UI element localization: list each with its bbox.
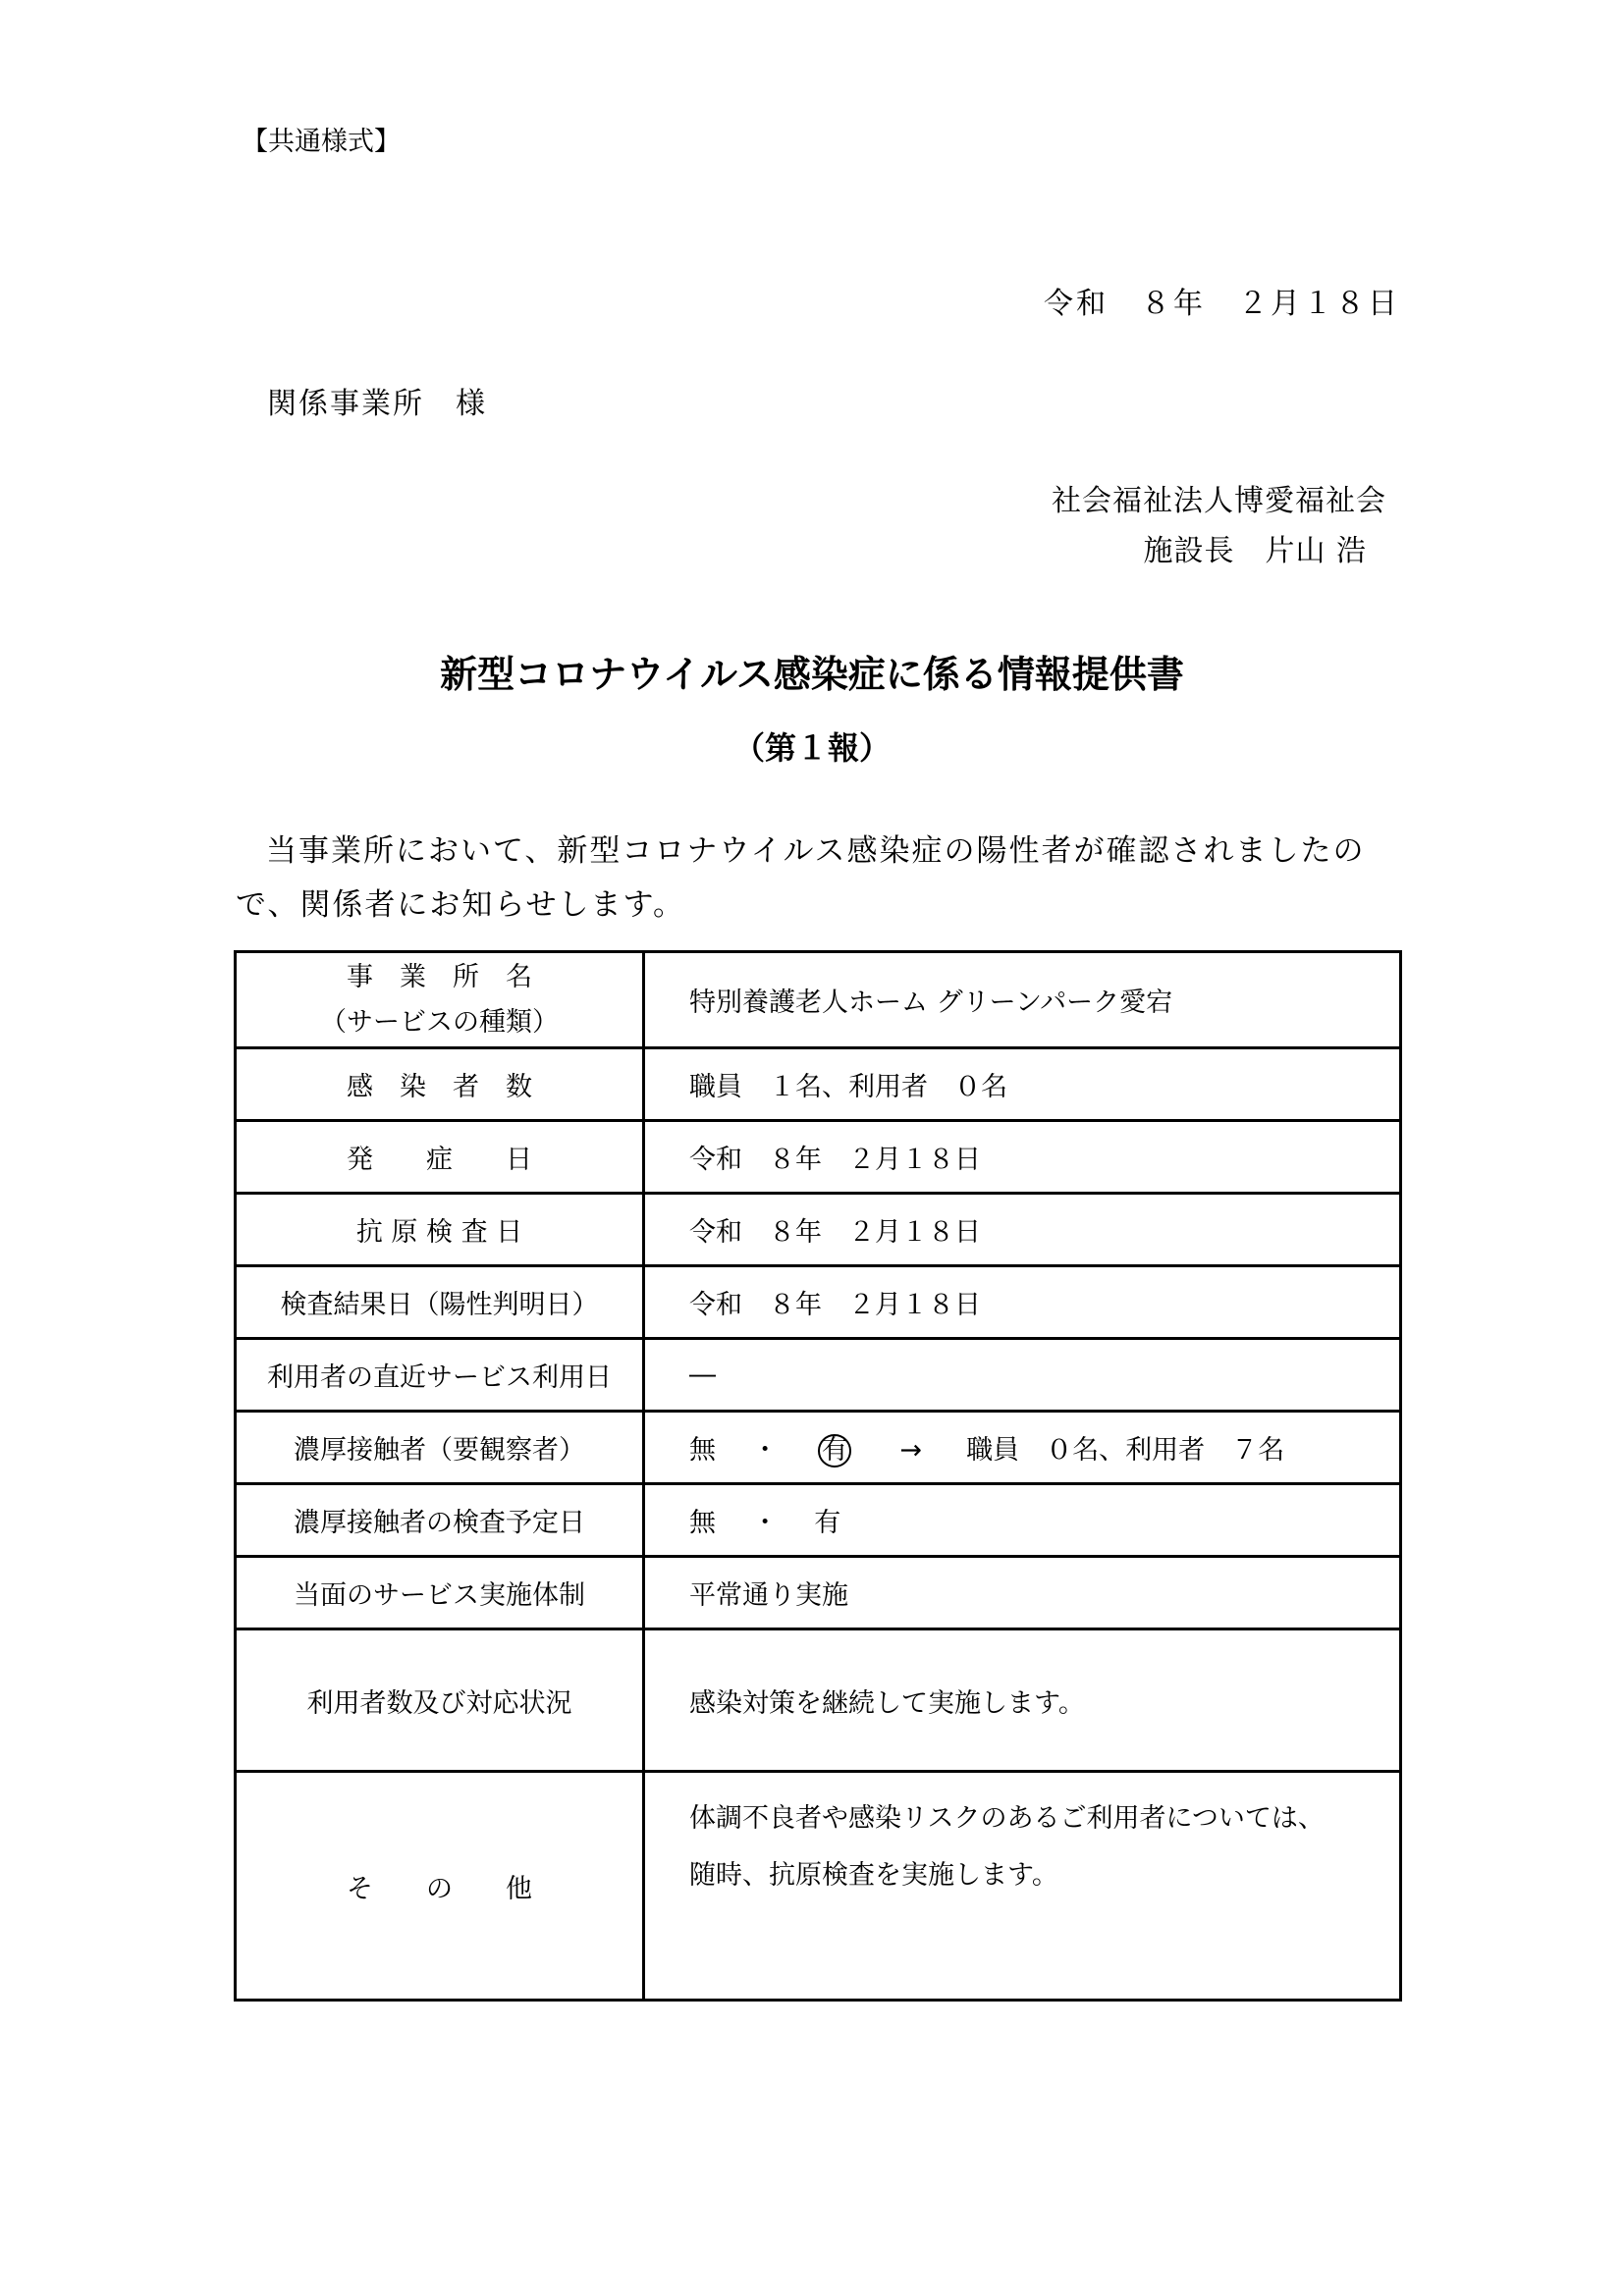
response-status-value: 感染対策を継続して実施します。: [644, 1629, 1401, 1772]
other-label: そ の 他: [236, 1772, 644, 2001]
service-type-label: （サービスの種類）: [320, 1006, 559, 1038]
option-none: 無: [689, 1508, 716, 1538]
result-date-value: 令和 ８年 ２月１８日: [644, 1266, 1401, 1339]
info-table: [234, 950, 1402, 2002]
table-row-infected-count: [236, 1048, 1401, 1121]
office-label: 事 業 所 名: [347, 961, 532, 992]
infected-count-label: 感 染 者 数: [236, 1048, 644, 1121]
service-status-label: 当面のサービス実施体制: [236, 1557, 644, 1629]
response-status-label: 利用者数及び対応状況: [236, 1629, 644, 1772]
option-none: 無: [689, 1434, 716, 1466]
onset-date-label: 発 症 日: [236, 1121, 644, 1194]
option-separator: ・: [751, 1434, 779, 1466]
other-value-line-1: 体調不良者や感染リスクのあるご利用者については、: [689, 1803, 1325, 1834]
option-yes: 有: [814, 1508, 841, 1538]
table-row-office: [236, 952, 1401, 1048]
sender-organization: 社会福祉法人博愛福祉会: [1052, 484, 1386, 518]
infected-count-value: 職員 １名、利用者 ０名: [644, 1048, 1401, 1121]
antigen-test-date-label: 抗 原 検 査 日: [236, 1194, 644, 1266]
close-contacts-value: [644, 1412, 1401, 1484]
arrow-icon: →: [899, 1434, 922, 1466]
other-value-line-2: 随時、抗原検査を実施します。: [689, 1860, 1058, 1891]
table-row-last-service-date: [236, 1339, 1401, 1412]
close-contacts-label: 濃厚接触者（要観察者）: [236, 1412, 644, 1484]
table-row-close-contacts: [236, 1412, 1401, 1484]
result-date-label: 検査結果日（陽性判明日）: [236, 1266, 644, 1339]
table-row-result-date: [236, 1266, 1401, 1339]
last-service-date-label: 利用者の直近サービス利用日: [236, 1339, 644, 1412]
office-label-cell: [236, 952, 644, 1048]
table-row-other: [236, 1772, 1401, 2001]
addressee: 関係事業所 様: [267, 387, 487, 421]
sender-name: 施設長 片山 浩: [1143, 534, 1367, 568]
report-number: （第１報）: [732, 729, 891, 767]
table-row-antigen-test-date: [236, 1194, 1401, 1266]
option-yes-circled: 有: [818, 1434, 851, 1468]
office-value: 特別養護老人ホーム グリーンパーク愛宕: [644, 952, 1401, 1048]
contact-test-date-label: 濃厚接触者の検査予定日: [236, 1484, 644, 1557]
onset-date-value: 令和 ８年 ２月１８日: [644, 1121, 1401, 1194]
contact-test-date-value: [644, 1484, 1401, 1557]
antigen-test-date-value: 令和 ８年 ２月１８日: [644, 1194, 1401, 1266]
document-title: 新型コロナウイルス感染症に係る情報提供書: [440, 653, 1184, 696]
form-type-tag: 【共通様式】: [242, 127, 401, 157]
issue-date: 令和 ８年 ２月１８日: [1044, 287, 1400, 321]
other-value: [644, 1772, 1401, 2001]
intro-paragraph: 当事業所において、新型コロナウイルス感染症の陽性者が確認されましたので、関係者にお知らせします。: [236, 833, 1366, 923]
service-status-value: 平常通り実施: [644, 1557, 1401, 1629]
table-row-onset-date: [236, 1121, 1401, 1194]
table-row-service-status: [236, 1557, 1401, 1629]
option-separator: ・: [751, 1508, 779, 1538]
close-contacts-detail: 職員 ０名、利用者 ７名: [966, 1434, 1285, 1466]
table-row-contact-test-date: [236, 1484, 1401, 1557]
last-service-date-value: ―: [644, 1339, 1401, 1412]
table-row-response-status: [236, 1629, 1401, 1772]
